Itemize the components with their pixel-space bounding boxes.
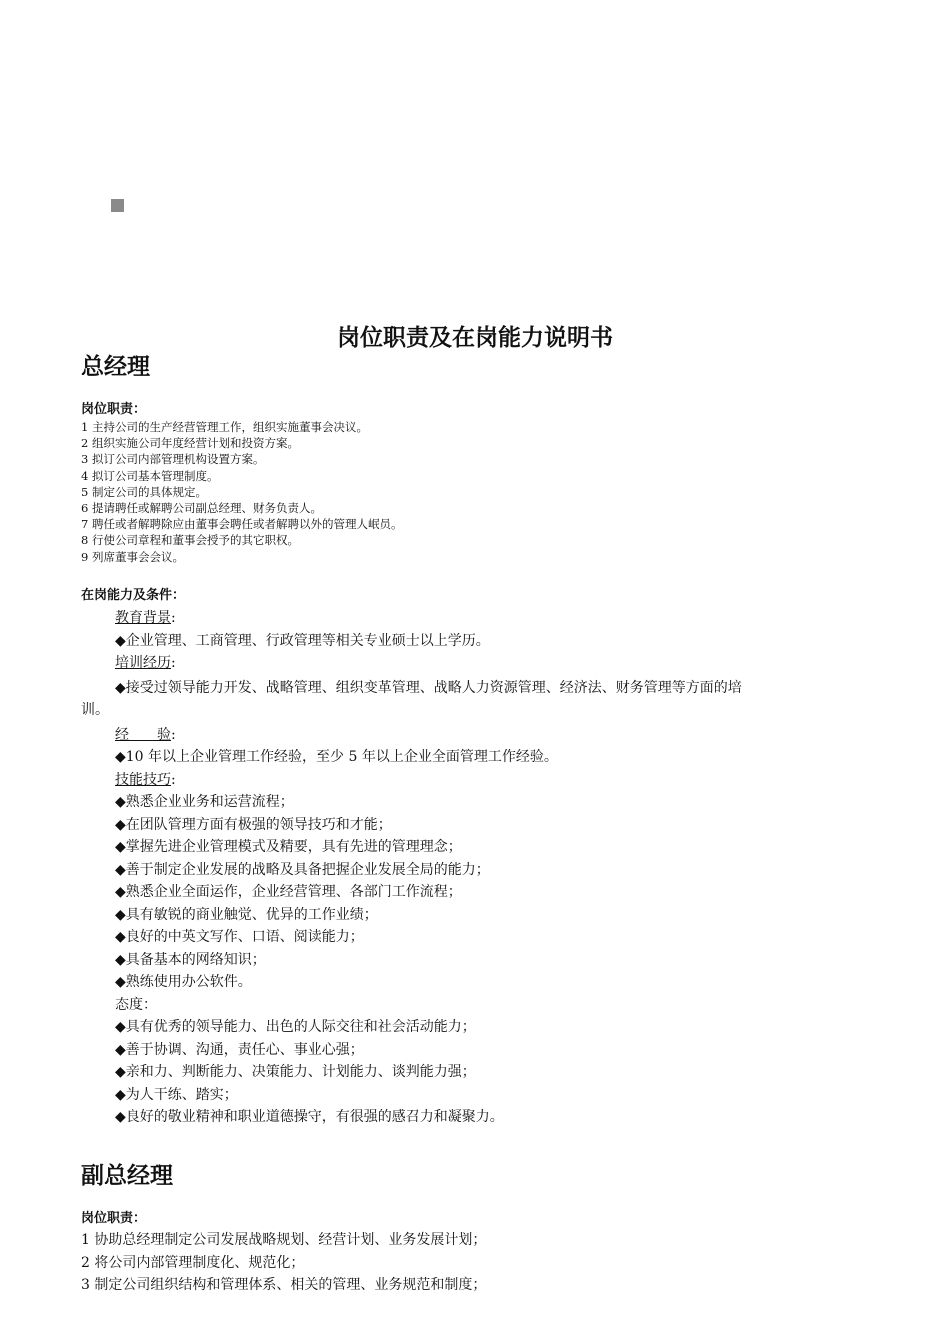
experience-label: 经 验 <box>115 726 171 743</box>
list-item: ◆善于制定企业发展的战略及具备把握企业发展全局的能力； <box>115 861 490 878</box>
list-item: 3 制定公司组织结构和管理体系、相关的管理、业务规范和制度； <box>81 1277 487 1293</box>
list-item: ◆良好的中英文写作、口语、阅读能力； <box>115 929 364 945</box>
list-item: ◆良好的敬业精神和职业道德操守，有很强的感召力和凝聚力。 <box>115 1109 504 1125</box>
square-bullet-icon <box>111 199 124 212</box>
list-item: 1 协助总经理制定公司发展战略规划、经营计划、业务发展计划； <box>81 1232 487 1248</box>
list-item: 2 组织实施公司年度经营计划和投资方案。 <box>81 436 299 451</box>
training-item-line2: 训。 <box>81 702 109 718</box>
experience-item: ◆10 年以上企业管理工作经验，至少 5 年以上企业全面管理工作经验。 <box>115 749 558 765</box>
list-item: ◆熟练使用办公软件。 <box>115 974 252 990</box>
list-item: ◆亲和力、判断能力、决策能力、计划能力、谈判能力强； <box>115 1064 476 1080</box>
vgm-duties-list <box>81 1229 486 1297</box>
list-item: 5 制定公司的具体规定。 <box>81 484 207 499</box>
training-colon: : <box>171 655 176 671</box>
vgm-heading: 副总经理 <box>81 1162 173 1189</box>
list-item: ◆具备基本的网络知识； <box>115 951 266 968</box>
training-heading <box>81 652 881 675</box>
list-item: 2 将公司内部管理制度化、规范化； <box>81 1254 305 1271</box>
training-item-line1: ◆接受过领导能力开发、战略管理、组织变革管理、战略人力资源管理、经济法、财务管理等方面的培 <box>115 679 742 696</box>
vgm-duties-label: 岗位职责： <box>81 1211 147 1226</box>
list-item: 1 主持公司的生产经营管理工作，组织实施董事会决议。 <box>81 420 368 434</box>
list-item: ◆熟悉企业全面运作，企业经营管理、各部门工作流程； <box>115 884 462 900</box>
list-item: ◆掌握先进企业管理模式及精要，具有先进的管理理念； <box>115 839 462 855</box>
list-item: 3 拟订公司内部管理机构设置方案。 <box>81 452 265 467</box>
attitude-heading: 态度： <box>115 996 157 1013</box>
document-title: 岗位职责及在岗能力说明书 <box>337 324 613 351</box>
gm-heading: 总经理 <box>81 353 150 380</box>
list-item: ◆在团队管理方面有极强的领导技巧和才能； <box>115 816 392 833</box>
skills-heading <box>81 769 881 792</box>
education-label: 教育背景 <box>115 610 171 626</box>
list-item: 8 行使公司章程和董事会授予的其它职权。 <box>81 533 299 548</box>
experience-colon: : <box>171 726 176 743</box>
education-colon: : <box>171 610 176 626</box>
education-heading <box>81 607 881 630</box>
list-item: 6 提请聘任或解聘公司副总经理、财务负责人。 <box>81 501 322 516</box>
gm-ability-label: 在岗能力及条件： <box>81 588 186 603</box>
list-item: ◆具有敏锐的商业触觉、优异的工作业绩； <box>115 906 378 923</box>
skills-label: 技能技巧 <box>115 771 171 788</box>
list-item: 4 拟订公司基本管理制度。 <box>81 468 219 483</box>
experience-heading <box>81 724 881 747</box>
list-item: 9 列席董事会会议。 <box>81 549 184 564</box>
skills-colon: : <box>171 771 176 788</box>
gm-duties-list <box>81 419 402 565</box>
list-item: ◆为人干练、踏实； <box>115 1086 238 1103</box>
education-item: ◆企业管理、工商管理、行政管理等相关专业硕士以上学历。 <box>115 632 490 649</box>
gm-duties-label: 岗位职责： <box>81 402 147 417</box>
list-item: 7 聘任或者解聘除应由董事会聘任或者解聘以外的管理人岷员。 <box>81 517 403 532</box>
gm-ability-section <box>81 607 881 1129</box>
training-label: 培训经历 <box>115 655 171 671</box>
list-item: ◆熟悉企业业务和运营流程； <box>115 794 294 810</box>
list-item: ◆善于协调、沟通，责任心、事业心强； <box>115 1041 364 1058</box>
list-item: ◆具有优秀的领导能力、出色的人际交往和社会活动能力； <box>115 1019 476 1035</box>
